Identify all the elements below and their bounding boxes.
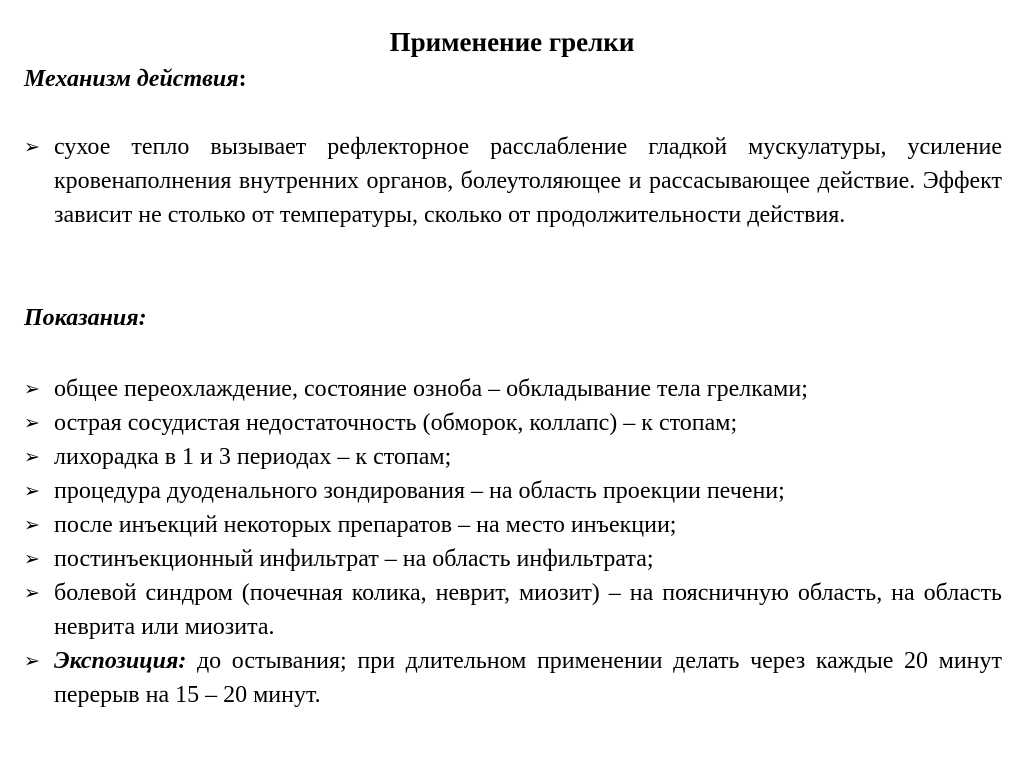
- arrowhead-bullet-icon: ➢: [24, 650, 40, 672]
- exposition-term: Экспозиция:: [54, 648, 187, 674]
- mechanism-list: [24, 130, 1002, 232]
- section-heading-mechanism: [24, 64, 247, 94]
- list-item-exposition: [24, 644, 1002, 712]
- list-item-text: после инъекций некоторых препаратов – на место инъекции;: [54, 512, 677, 538]
- list-item-text: сухое тепло вызывает рефлекторное расслабление гладкой мускулатуры, усиление кровенаполнения внутренних органов, болеутоляющее и рассасывающее действие. Эффект зависит не столько от температуры, сколько от продолжительности действия.: [54, 134, 1002, 228]
- arrowhead-bullet-icon: ➢: [24, 136, 40, 158]
- list-item-text: постинъекционный инфильтрат – на область инфильтрата;: [54, 546, 654, 572]
- arrowhead-bullet-icon: ➢: [24, 412, 40, 434]
- section-heading-indications: Показания:: [24, 305, 147, 331]
- list-item: [24, 406, 1002, 440]
- arrowhead-bullet-icon: ➢: [24, 446, 40, 468]
- list-item: [24, 576, 1002, 644]
- section-heading-mechanism-colon: :: [238, 66, 247, 92]
- arrowhead-bullet-icon: ➢: [24, 514, 40, 536]
- list-item-text: [54, 644, 1002, 712]
- arrowhead-bullet-icon: ➢: [24, 582, 40, 604]
- arrowhead-bullet-icon: ➢: [24, 480, 40, 502]
- page-title: Применение грелки: [389, 27, 635, 57]
- indications-list: [24, 372, 1002, 712]
- section-heading-mechanism-text: Механизм действия: [24, 66, 239, 92]
- list-item: [24, 508, 1002, 542]
- list-item: [24, 474, 1002, 508]
- list-item-text: болевой синдром (почечная колика, неврит, миозит) – на поясничную область, на область неврита или миозита.: [54, 580, 1002, 640]
- list-item-text: острая сосудистая недостаточность (обморок, коллапс) – к стопам;: [54, 410, 738, 436]
- list-item: [24, 130, 1002, 232]
- list-item-text: лихорадка в 1 и 3 периодах – к стопам;: [54, 444, 452, 470]
- exposition-text: до остывания; при длительном применении делать через каждые 20 минут перерыв на 15 – 20 минут.: [54, 648, 1002, 708]
- arrowhead-bullet-icon: ➢: [24, 548, 40, 570]
- list-item: [24, 440, 1002, 474]
- list-item-text: процедура дуоденального зондирования – на область проекции печени;: [54, 478, 785, 504]
- list-item-text: общее переохлаждение, состояние озноба – обкладывание тела грелками;: [54, 376, 808, 402]
- list-item: [24, 542, 1002, 576]
- arrowhead-bullet-icon: ➢: [24, 378, 40, 400]
- list-item: [24, 372, 1002, 406]
